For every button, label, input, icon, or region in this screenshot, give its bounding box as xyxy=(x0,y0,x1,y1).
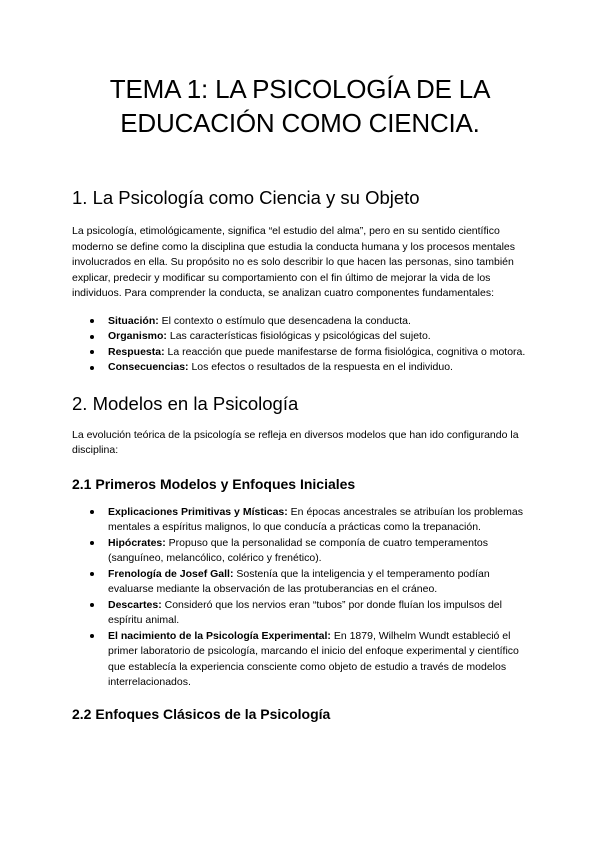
list-item xyxy=(108,598,528,629)
bullet-icon xyxy=(90,541,94,545)
list-item xyxy=(108,567,528,598)
document-title-line-1: TEMA 1: LA PSICOLOGÍA DE LA xyxy=(109,74,491,104)
bullet-icon xyxy=(90,366,94,370)
list-item-term: Organismo: xyxy=(108,330,167,342)
bullet-icon xyxy=(90,634,94,638)
section-2-2-heading: 2.2 Enfoques Clásicos de la Psicología xyxy=(72,705,331,722)
section-1-paragraph: La psicología, etimológicamente, significa “el estudio del alma”, pero en su sentido científico moderno se define como la disciplina que estudia la conducta humana y los procesos mentales involucrados en ella. Su propósito no es solo describir lo que hacen las personas, sino también explicar, predecir y modificar su comportamiento con el fin último de mejorar la vida de los individuos. Para comprender la conducta, se analizan cuatro componentes fundamentales: xyxy=(72,225,516,299)
bullet-icon xyxy=(90,319,94,323)
list-item-text: Las características fisiológicas y psicológicas del sujeto. xyxy=(166,330,431,342)
list-item xyxy=(108,505,528,536)
bullet-icon xyxy=(90,603,94,607)
list-item-term: El nacimiento de la Psicología Experimental: xyxy=(108,629,331,642)
list-item-text: Los efectos o resultados de la respuesta en el individuo. xyxy=(188,361,453,373)
list-item-text: En 1879, Wilhelm Wundt estableció el primer laboratorio de psicología, marcando el inicio del enfoque experimental y científico que establecía la experiencia consciente como objeto de estudio a través de modelos interrelacionados. xyxy=(108,629,519,688)
bullet-icon xyxy=(90,335,94,339)
list-item-text: La reacción que puede manifestarse de forma fisiológica, cognitiva o motora. xyxy=(164,345,526,358)
list-item xyxy=(108,345,528,361)
list-item-term: Respuesta: xyxy=(108,345,165,358)
list-item-term: Frenología de Josef Gall: xyxy=(108,567,234,580)
list-item xyxy=(108,314,528,330)
section-2-1-list xyxy=(72,505,528,691)
list-item-term: Explicaciones Primitivas y Místicas: xyxy=(108,505,288,518)
list-item xyxy=(108,629,528,691)
document-title xyxy=(72,72,528,140)
list-item-term: Descartes: xyxy=(108,598,162,611)
bullet-icon xyxy=(90,350,94,354)
bullet-icon xyxy=(90,572,94,576)
list-item xyxy=(108,360,528,376)
section-1-list xyxy=(72,314,528,376)
list-item-text: El contexto o estímulo que desencadena la conducta. xyxy=(158,314,411,327)
section-2-paragraph: La evolución teórica de la psicología se refleja en diversos modelos que han ido configurando la disciplina: xyxy=(72,428,519,456)
section-2-heading: 2. Modelos en la Psicología xyxy=(72,392,299,414)
section-2-1-heading: 2.1 Primeros Modelos y Enfoques Iniciales xyxy=(72,475,356,492)
list-item-text: Consideró que los nervios eran “tubos” por donde fluían los impulsos del espíritu animal. xyxy=(108,598,502,626)
list-item-text: Propuso que la personalidad se componía de cuatro temperamentos (sanguíneo, melancólico, colérico y frenético). xyxy=(108,536,488,564)
list-item-term: Consecuencias: xyxy=(108,361,189,373)
list-item xyxy=(108,329,528,345)
list-item-text: En épocas ancestrales se atribuían los problemas mentales a espíritus malignos, lo que conducía a prácticas como la trepanación. xyxy=(108,505,523,533)
list-item-term: Hipócrates: xyxy=(108,536,166,549)
section-1-heading: 1. La Psicología como Ciencia y su Objeto xyxy=(72,187,420,208)
list-item-text: Sostenía que la inteligencia y el temperamento podían evaluarse mediante la observación de las protuberancias en el cráneo. xyxy=(108,567,490,595)
list-item xyxy=(108,536,528,567)
bullet-icon xyxy=(90,510,94,514)
document-title-line-2: EDUCACIÓN COMO CIENCIA. xyxy=(120,108,480,138)
list-item-term: Situación: xyxy=(108,314,159,327)
